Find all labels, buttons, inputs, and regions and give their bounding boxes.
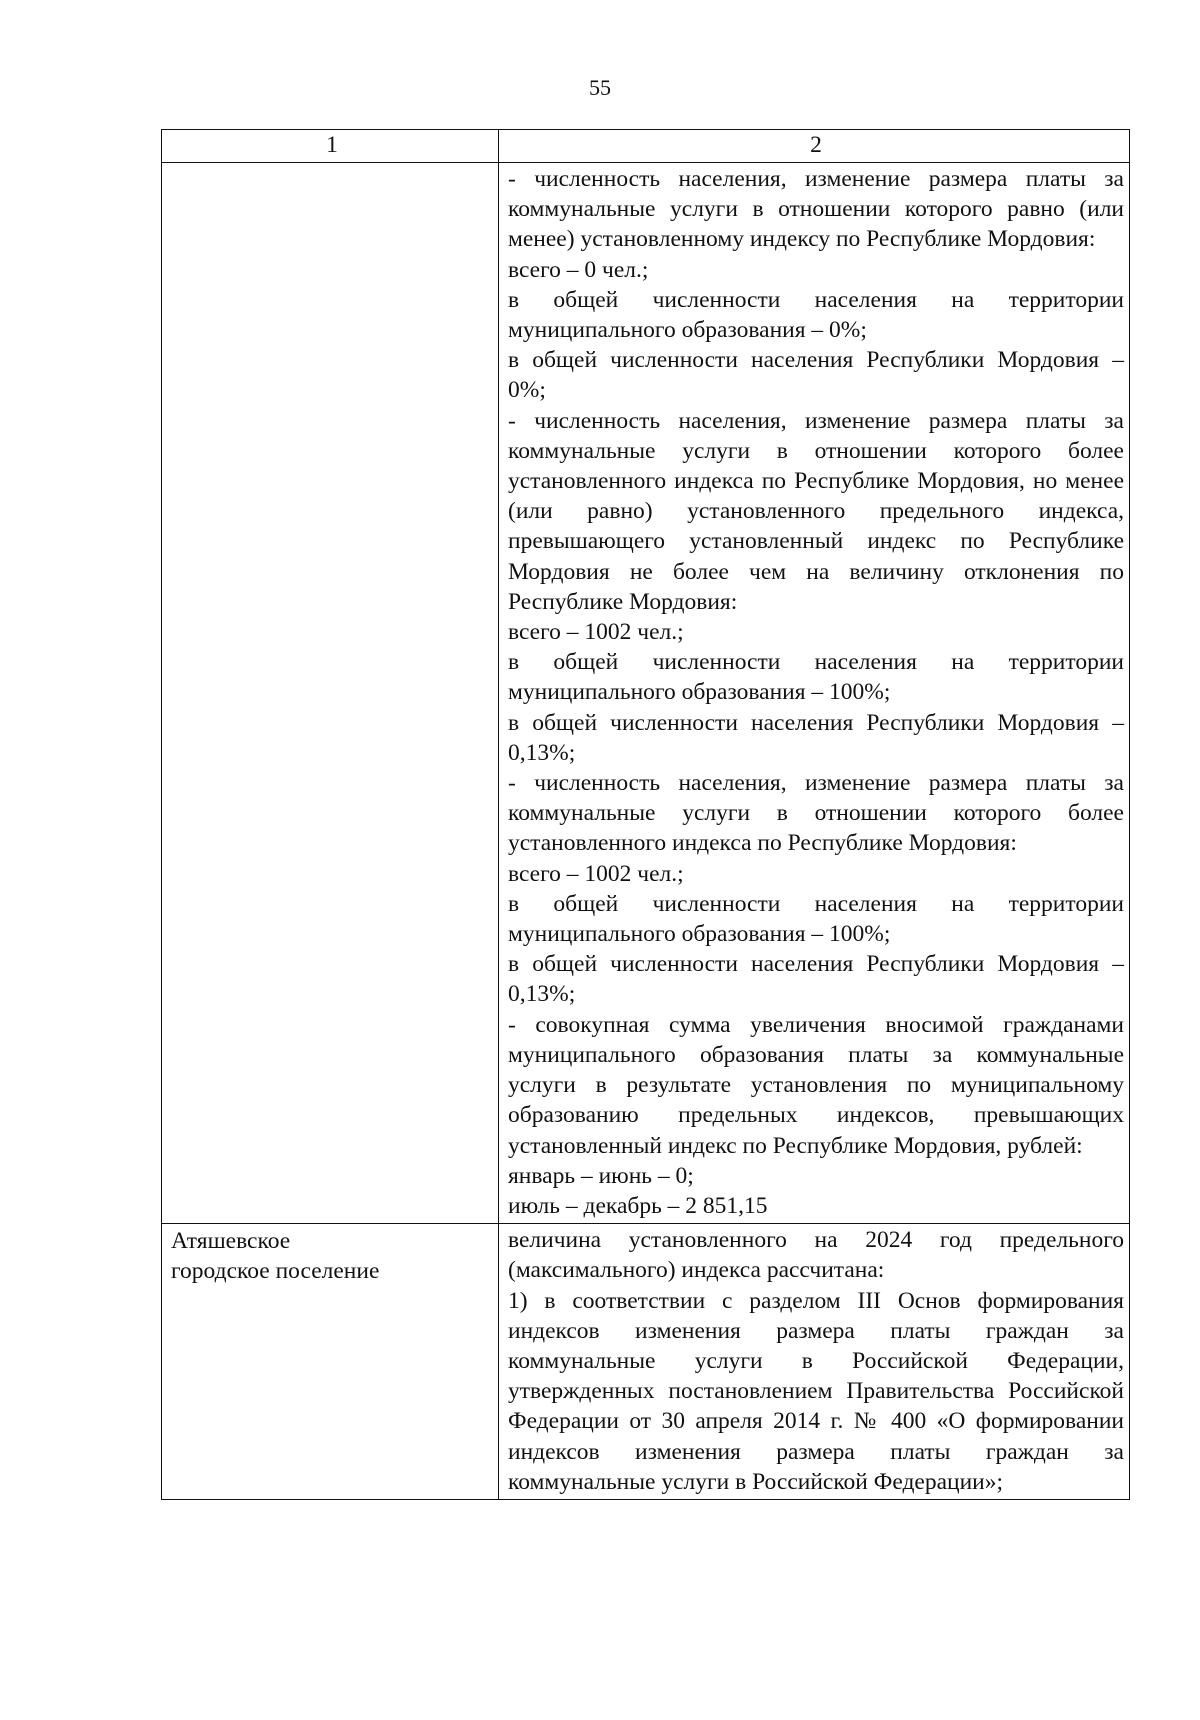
paragraph: 1) в соответствии с разделом III Основ формирования индексов изменения размера платы граждан за коммунальные услуги в Российской Федерации, утвержденных постановлением Правительства Российской Федерации от 30 апреля 2014 г. № 400 «О формировании индексов изменения размера платы граждан за коммунальные услуги в Российской Федерации»; xyxy=(508,1287,1124,1495)
paragraph: величина установленного на 2024 год предельного (максимального) индекса рассчитана: xyxy=(508,1227,1124,1284)
paragraph: в общей численности населения Республики Мордовия – 0,13%; xyxy=(508,709,1124,766)
document-table xyxy=(161,129,1130,1500)
municipality-cell xyxy=(162,1224,499,1500)
paragraph: - совокупная сумма увеличения вносимой гражданами муниципального образования платы за коммунальные услуги в результате установления по муниципальному образованию предельных индексов, превышающих установленный индекс по Республике Мордовия, рублей: xyxy=(508,1011,1124,1159)
table-row xyxy=(162,163,1130,1224)
page-number: 55 xyxy=(589,75,611,100)
municipality-cell-empty xyxy=(162,163,499,1224)
paragraph: в общей численности населения на территории муниципального образования – 100%; xyxy=(508,890,1124,948)
paragraph: июль – декабрь – 2 851,15 xyxy=(508,1192,768,1219)
indicator-cell xyxy=(499,1224,1130,1500)
municipality-name-line-1: Атяшевское xyxy=(171,1228,291,1255)
paragraph: - численность населения, изменение размера платы за коммунальные услуги в отношении которого равно (или менее) установленному индексу по Республике Мордовия: xyxy=(508,166,1124,253)
indicator-cell xyxy=(499,163,1130,1224)
paragraph: в общей численности населения Республики Мордовия – 0,13%; xyxy=(508,951,1124,1008)
table-header-row xyxy=(162,130,1130,163)
paragraph: - численность населения, изменение размера платы за коммунальные услуги в отношении которого более установленного индекса по Республике Мордовия: xyxy=(508,770,1124,857)
paragraph: в общей численности населения на территории муниципального образования – 100%; xyxy=(508,649,1124,706)
paragraph: всего – 1002 чел.; xyxy=(508,619,684,646)
table-row xyxy=(162,1224,1130,1500)
column-header-2: 2 xyxy=(499,130,1130,163)
paragraph: всего – 1002 чел.; xyxy=(508,860,684,887)
paragraph: в общей численности населения Республики Мордовия – 0%; xyxy=(508,347,1124,404)
column-header-1: 1 xyxy=(162,130,499,163)
paragraph: в общей численности населения на территории муниципального образования – 0%; xyxy=(508,286,1124,344)
paragraph: - численность населения, изменение размера платы за коммунальные услуги в отношении которого более установленного индекса по Республике Мордовия, но менее (или равно) установленного предельного индекса, превышающего установленный индекс по Республике Мордовия не более чем на величину отклонения по Республике Мордовия: xyxy=(508,407,1124,615)
paragraph: январь – июнь – 0; xyxy=(508,1162,694,1189)
municipality-name-line-2: городское поселение xyxy=(171,1258,380,1285)
municipality-name xyxy=(171,1224,493,1286)
paragraph: всего – 0 чел.; xyxy=(508,256,649,283)
